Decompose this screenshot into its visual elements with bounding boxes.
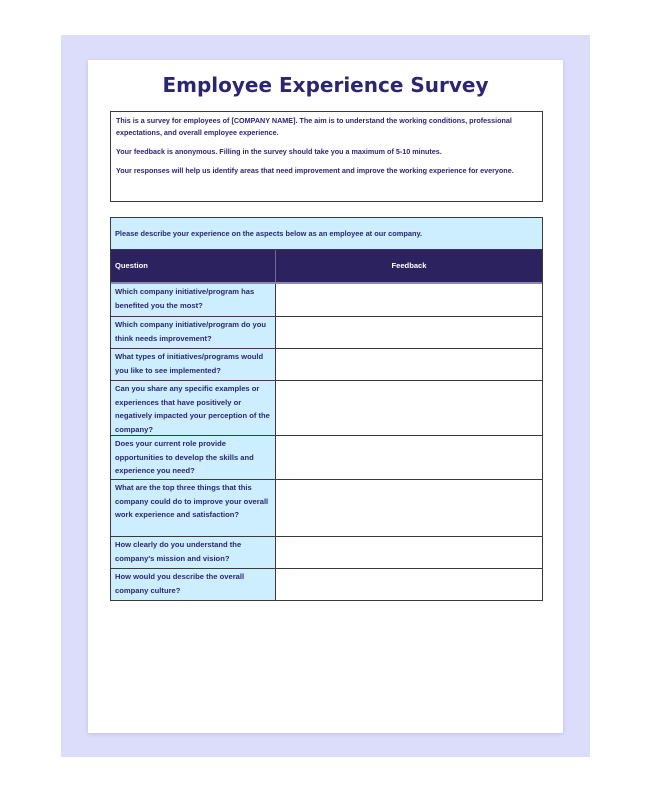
- table-row: [111, 479, 542, 536]
- question-cell: How would you describe the overall company culture?: [111, 569, 276, 600]
- question-cell: Does your current role provide opportunities to develop the skills and experience you need?: [111, 436, 276, 479]
- table-row: [111, 316, 542, 348]
- survey-table: [110, 217, 543, 601]
- question-cell: Which company initiative/program do you think needs improvement?: [111, 317, 276, 348]
- feedback-cell[interactable]: [276, 480, 542, 536]
- table-instruction: Please describe your experience on the aspects below as an employee at our company.: [111, 218, 542, 250]
- feedback-cell[interactable]: [276, 436, 542, 479]
- intro-text-purpose: This is a survey for employees of [COMPANY NAME]. The aim is to understand the working conditions, professional expectations, and overall employee experience.: [116, 116, 512, 137]
- intro-text-anonymity: Your feedback is anonymous. Filling in the survey should take you a maximum of 5-10 minutes.: [116, 147, 442, 156]
- feedback-cell[interactable]: [276, 284, 542, 316]
- table-row: [111, 536, 542, 568]
- feedback-cell[interactable]: [276, 349, 542, 380]
- question-cell: What types of initiatives/programs would you like to see implemented?: [111, 349, 276, 380]
- table-body: [111, 284, 542, 600]
- page-title: Employee Experience Survey: [162, 73, 489, 97]
- table-row: [111, 284, 542, 316]
- header-feedback: Feedback: [391, 261, 427, 270]
- table-row: [111, 380, 542, 435]
- table-row: [111, 568, 542, 600]
- table-row: [111, 435, 542, 479]
- feedback-cell[interactable]: [276, 317, 542, 348]
- feedback-cell[interactable]: [276, 381, 542, 435]
- feedback-cell[interactable]: [276, 537, 542, 568]
- header-question: Question: [111, 250, 276, 282]
- question-cell: Can you share any specific examples or experiences that have positively or negatively impacted your perception of the company?: [111, 381, 276, 435]
- question-cell: Which company initiative/program has benefited you the most?: [111, 284, 276, 316]
- question-cell: What are the top three things that this company could do to improve your overall work experience and satisfaction?: [111, 480, 276, 536]
- survey-page: [88, 60, 563, 733]
- intro-text-benefit: Your responses will help us identify areas that need improvement and improve the working experience for everyone.: [116, 166, 514, 175]
- intro-box: [110, 111, 543, 202]
- question-cell: How clearly do you understand the company's mission and vision?: [111, 537, 276, 568]
- table-header-row: [111, 250, 542, 284]
- table-row: [111, 348, 542, 380]
- feedback-cell[interactable]: [276, 569, 542, 600]
